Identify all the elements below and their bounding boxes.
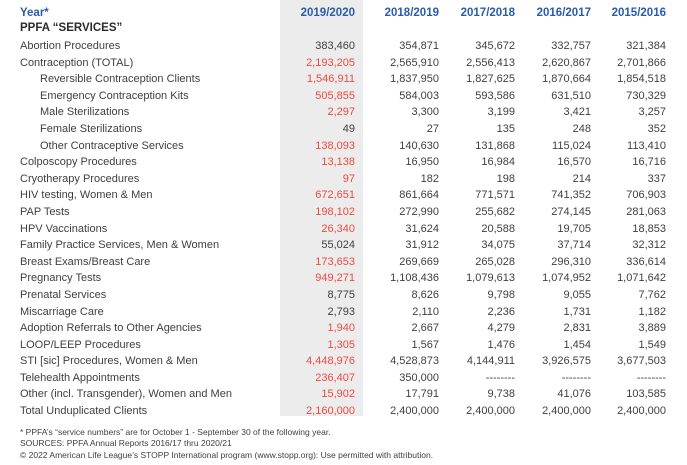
value-2017-2018: 34,075	[481, 239, 515, 252]
value-2015-2016: 1,549	[638, 338, 666, 351]
col-header-2015-2016: 2015/2016	[611, 7, 666, 19]
value-2017-2018: 4,144,911	[466, 355, 515, 368]
value-2018-2019: 354,871	[399, 40, 439, 52]
value-2019-2020: 49	[342, 122, 355, 135]
table-row	[20, 386, 687, 403]
value-2019-2020: 1,305	[327, 338, 355, 351]
table-row	[20, 138, 687, 155]
service-label: Pregnancy Tests	[20, 272, 102, 285]
value-2018-2019: 140,630	[399, 139, 439, 152]
value-2019-2020: 2,160,000	[306, 405, 355, 418]
value-2018-2019: 350,000	[399, 371, 439, 384]
value-2018-2019: 2,400,000	[390, 405, 439, 418]
service-label: Other Contraceptive Services	[40, 139, 184, 152]
value-2015-2016: 1,854,518	[617, 73, 666, 86]
value-2015-2016: 2,701,866	[617, 56, 666, 69]
value-2018-2019: 1,108,436	[390, 272, 439, 285]
value-2016-2017: 296,310	[551, 255, 591, 268]
service-label: Abortion Procedures	[20, 40, 121, 52]
value-2018-2019: 1,567	[411, 338, 439, 351]
value-2015-2016: 32,312	[632, 239, 666, 252]
value-2018-2019: 584,003	[399, 89, 439, 102]
value-2015-2016: 352	[647, 122, 666, 135]
value-2016-2017: 1,454	[563, 338, 591, 351]
table-row	[20, 154, 687, 171]
value-2017-2018: 265,028	[475, 255, 515, 268]
service-label: Total Unduplicated Clients	[20, 405, 148, 418]
service-label: Colposcopy Procedures	[20, 156, 137, 169]
empty-cell	[439, 21, 515, 38]
value-2019-2020: 8,775	[327, 288, 355, 301]
table-row	[20, 320, 687, 337]
value-2018-2019: 3,300	[411, 106, 439, 119]
value-2017-2018: 4,279	[487, 322, 515, 335]
value-2015-2016: --------	[636, 371, 666, 384]
value-2016-2017: 1,731	[563, 305, 591, 318]
table-row	[20, 104, 687, 121]
empty-cell	[280, 21, 363, 38]
service-label: STI [sic] Procedures, Women & Men	[20, 355, 198, 368]
value-2017-2018: 3,199	[487, 106, 515, 119]
value-2016-2017: 214	[572, 172, 591, 185]
footnote-copyright: © 2022 American Life League’s STOPP International program (www.stopp.org): Use permitted with attribution.	[20, 449, 434, 460]
value-2019-2020: 26,340	[321, 222, 355, 235]
value-2015-2016: 3,257	[638, 106, 666, 119]
table-row	[20, 221, 687, 238]
service-label: LOOP/LEEP Procedures	[20, 338, 141, 351]
value-2016-2017: 2,831	[563, 322, 591, 335]
value-2015-2016: 281,063	[626, 205, 666, 218]
value-2019-2020: 949,271	[315, 272, 355, 285]
footnote-period: * PPFA’s “service numbers” are for October 1 - September 30 of the following year.	[20, 426, 331, 437]
empty-cell	[591, 21, 666, 38]
value-2017-2018: 2,400,000	[466, 405, 515, 418]
service-label: Family Practice Services, Men & Women	[20, 239, 220, 252]
value-2016-2017: 3,926,575	[542, 355, 591, 368]
value-2015-2016: 321,384	[626, 40, 666, 52]
value-2019-2020: 672,651	[315, 189, 355, 202]
value-2016-2017: 16,570	[557, 156, 591, 169]
value-2019-2020: 4,448,976	[306, 355, 355, 368]
service-label: Female Sterilizations	[40, 122, 143, 135]
table-row	[20, 287, 687, 304]
service-label: Emergency Contraception Kits	[40, 89, 189, 102]
value-2019-2020: 505,855	[315, 89, 355, 102]
year-header: Year*	[20, 7, 49, 19]
col-header-2017-2018: 2017/2018	[460, 7, 515, 19]
value-2015-2016: 3,677,503	[617, 355, 666, 368]
section-title-row	[20, 21, 687, 38]
value-2017-2018: 1,827,625	[466, 73, 515, 86]
value-2017-2018: --------	[485, 371, 515, 384]
value-2019-2020: 198,102	[315, 205, 355, 218]
value-2016-2017: 37,714	[557, 239, 591, 252]
value-2019-2020: 1,940	[327, 322, 355, 335]
value-2018-2019: 27	[426, 122, 439, 135]
service-label: Cryotherapy Procedures	[20, 172, 140, 185]
value-2017-2018: 135	[496, 122, 515, 135]
value-2016-2017: 631,510	[551, 89, 591, 102]
service-label: PAP Tests	[20, 205, 70, 218]
value-2018-2019: 861,664	[399, 189, 439, 202]
table-row	[20, 204, 687, 221]
value-2015-2016: 2,400,000	[617, 405, 666, 418]
value-2019-2020: 97	[342, 172, 355, 185]
value-2016-2017: 115,024	[552, 139, 591, 152]
service-label: HIV testing, Women & Men	[20, 189, 153, 202]
value-2019-2020: 138,093	[315, 139, 355, 152]
service-label: Other (incl. Transgender), Women and Men	[20, 388, 232, 401]
value-2019-2020: 383,460	[315, 40, 355, 52]
value-2018-2019: 8,626	[411, 288, 439, 301]
service-label: Miscarriage Care	[20, 305, 104, 318]
empty-cell	[363, 21, 439, 38]
empty-cell	[515, 21, 591, 38]
value-2017-2018: 131,868	[475, 139, 515, 152]
value-2018-2019: 272,990	[399, 205, 439, 218]
table-row	[20, 187, 687, 204]
table-row	[20, 403, 687, 420]
table-row	[20, 121, 687, 138]
value-2016-2017: 2,620,867	[542, 56, 591, 69]
value-2018-2019: 17,791	[405, 388, 439, 401]
value-2016-2017: 2,400,000	[542, 405, 591, 418]
value-2017-2018: 9,738	[487, 388, 515, 401]
value-2015-2016: 113,410	[627, 139, 666, 152]
value-2016-2017: 332,757	[551, 40, 591, 52]
table-row	[20, 370, 687, 387]
table-row	[20, 55, 687, 72]
value-2019-2020: 2,297	[327, 106, 355, 119]
value-2016-2017: --------	[561, 371, 591, 384]
value-2018-2019: 269,669	[399, 255, 439, 268]
table-row	[20, 353, 687, 370]
value-2017-2018: 2,236	[487, 305, 515, 318]
value-2017-2018: 9,798	[487, 288, 515, 301]
value-2016-2017: 9,055	[563, 288, 591, 301]
footnote-sources: SOURCES: PPFA Annual Reports 2016/17 thru 2020/21	[20, 438, 232, 449]
value-2017-2018: 1,079,613	[466, 272, 515, 285]
table-row	[20, 171, 687, 188]
value-2015-2016: 16,716	[632, 156, 666, 169]
value-2016-2017: 19,705	[557, 222, 591, 235]
service-label: Contraception (TOTAL)	[20, 56, 134, 69]
value-2017-2018: 771,571	[475, 189, 515, 202]
section-title: PPFA “SERVICES”	[20, 22, 123, 34]
value-2018-2019: 1,837,950	[390, 73, 439, 86]
value-2018-2019: 2,565,910	[390, 56, 439, 69]
table-row	[20, 304, 687, 321]
value-2015-2016: 18,853	[632, 222, 666, 235]
value-2019-2020: 2,193,205	[306, 56, 355, 69]
value-2015-2016: 730,329	[626, 89, 666, 102]
value-2016-2017: 248	[572, 122, 591, 135]
value-2015-2016: 337	[647, 172, 666, 185]
value-2019-2020: 2,793	[327, 305, 355, 318]
value-2016-2017: 1,074,952	[542, 272, 591, 285]
value-2019-2020: 15,902	[321, 388, 355, 401]
value-2018-2019: 2,110	[412, 305, 439, 318]
service-label: Telehealth Appointments	[20, 371, 140, 384]
footnotes	[0, 427, 687, 462]
value-2018-2019: 31,624	[405, 222, 439, 235]
value-2018-2019: 182	[420, 172, 439, 185]
value-2015-2016: 336,614	[626, 255, 666, 268]
service-label: Reversible Contraception Clients	[40, 73, 201, 86]
col-header-2018-2019: 2018/2019	[384, 7, 439, 19]
value-2017-2018: 255,682	[475, 205, 515, 218]
value-2017-2018: 20,588	[481, 222, 515, 235]
value-2015-2016: 103,585	[626, 388, 666, 401]
value-2019-2020: 173,653	[315, 255, 355, 268]
value-2018-2019: 2,667	[411, 322, 439, 335]
value-2016-2017: 3,421	[563, 106, 591, 119]
table-row	[20, 270, 687, 287]
col-header-2019-2020: 2019/2020	[300, 7, 355, 19]
value-2016-2017: 41,076	[557, 388, 591, 401]
table-row	[20, 337, 687, 354]
value-2015-2016: 3,889	[638, 322, 666, 335]
value-2015-2016: 7,762	[638, 288, 666, 301]
table-row	[20, 88, 687, 105]
service-label: Prenatal Services	[20, 288, 107, 301]
table-row	[20, 38, 687, 55]
value-2019-2020: 1,546,911	[306, 73, 355, 86]
service-label: Adoption Referrals to Other Agencies	[20, 322, 202, 335]
value-2017-2018: 2,556,413	[466, 56, 515, 69]
value-2017-2018: 16,984	[481, 156, 515, 169]
col-header-2016-2017: 2016/2017	[536, 7, 591, 19]
service-label: HPV Vaccinations	[20, 222, 108, 235]
table-body	[20, 38, 687, 420]
value-2018-2019: 4,528,873	[390, 355, 439, 368]
value-2017-2018: 345,672	[475, 40, 515, 52]
table-header-row	[20, 5, 687, 21]
value-2017-2018: 198	[496, 172, 515, 185]
table-row	[20, 237, 687, 254]
value-2015-2016: 706,903	[626, 189, 666, 202]
table-row	[20, 71, 687, 88]
table-row	[20, 254, 687, 271]
value-2016-2017: 1,870,664	[542, 73, 591, 86]
value-2017-2018: 593,586	[475, 89, 515, 102]
value-2019-2020: 236,407	[315, 371, 355, 384]
value-2018-2019: 31,912	[405, 239, 439, 252]
value-2015-2016: 1,071,642	[617, 272, 666, 285]
service-label: Breast Exams/Breast Care	[20, 255, 151, 268]
value-2019-2020: 55,024	[321, 239, 355, 252]
value-2015-2016: 1,182	[638, 305, 666, 318]
value-2016-2017: 274,145	[551, 205, 591, 218]
value-2019-2020: 13,138	[321, 156, 355, 169]
value-2016-2017: 741,352	[551, 189, 591, 202]
service-label: Male Sterilizations	[40, 106, 130, 119]
value-2018-2019: 16,950	[405, 156, 439, 169]
value-2017-2018: 1,476	[487, 338, 515, 351]
